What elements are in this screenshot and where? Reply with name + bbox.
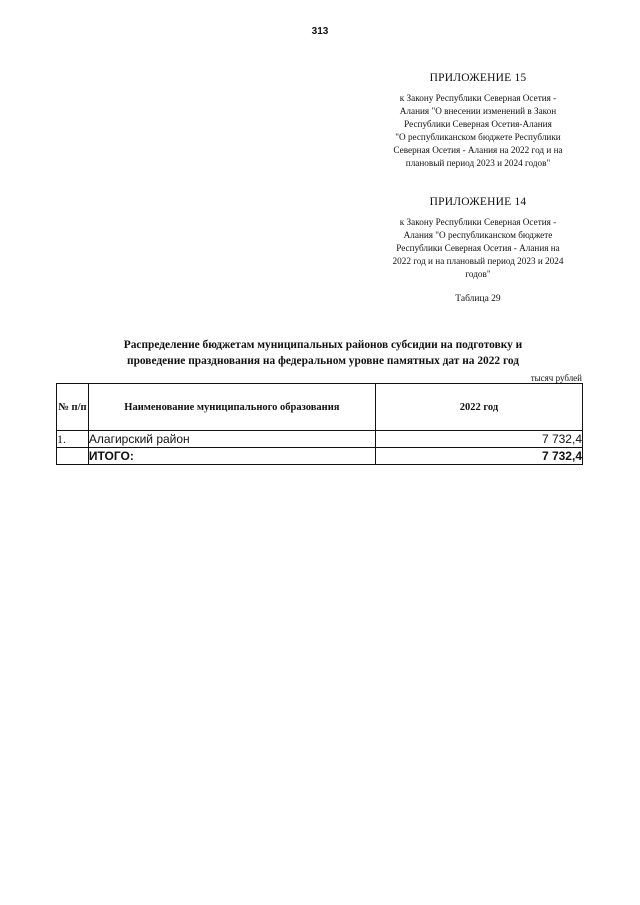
annex-14-block	[378, 196, 578, 281]
annex-14-line: годов"	[465, 269, 491, 279]
units-label: тысяч рублей	[530, 373, 582, 383]
page-number: 313	[311, 26, 329, 37]
annex-15-title: ПРИЛОЖЕНИЕ 15	[429, 72, 527, 84]
annex-15-line: Северная Осетия - Алания на 2022 год и на	[393, 145, 563, 155]
annex-15-block	[378, 72, 578, 170]
annex-15-line: "О республиканском бюджете Республики	[395, 132, 561, 142]
total-number	[57, 448, 89, 465]
table-row	[57, 431, 583, 448]
heading-line-1: Распределение бюджетам муниципальных районов субсидии на подготовку и	[123, 339, 523, 351]
header-number: № п/п	[57, 384, 89, 431]
table-header-row	[57, 384, 583, 431]
annex-15-line: плановый период 2023 и 2024 годов"	[405, 158, 551, 168]
row-number: 1.	[57, 431, 89, 448]
heading-line-2: проведение празднования на федеральном уровне памятных дат на 2022 год	[127, 355, 519, 367]
annex-14-line: Республики Северная Осетия - Алания на	[396, 243, 560, 253]
annex-14-title: ПРИЛОЖЕНИЕ 14	[429, 196, 527, 208]
annex-15-line: к Закону Республики Северная Осетия -	[399, 93, 557, 103]
annex-15-text	[378, 92, 578, 170]
document-heading	[88, 337, 558, 369]
annex-14-line: Алания "О республиканском бюджете	[403, 230, 553, 240]
header-year: 2022 год	[375, 384, 582, 431]
table-total-row	[57, 448, 583, 465]
table-number: Таблица 29	[455, 294, 501, 304]
annex-14-line: к Закону Республики Северная Осетия -	[399, 217, 557, 227]
annex-14-line: 2022 год и на плановый период 2023 и 2024	[392, 256, 564, 266]
total-label: ИТОГО:	[88, 448, 375, 465]
annex-15-line: Алания "О внесении изменений в Закон	[399, 106, 557, 116]
total-value: 7 732,4	[375, 448, 582, 465]
subsidy-table	[56, 383, 583, 465]
annex-14-text	[378, 216, 578, 281]
header-municipality: Наименование муниципального образования	[88, 384, 375, 431]
annex-15-line: Республики Северная Осетия-Алания	[404, 119, 552, 129]
row-value: 7 732,4	[375, 431, 582, 448]
row-municipality: Алагирский район	[88, 431, 375, 448]
